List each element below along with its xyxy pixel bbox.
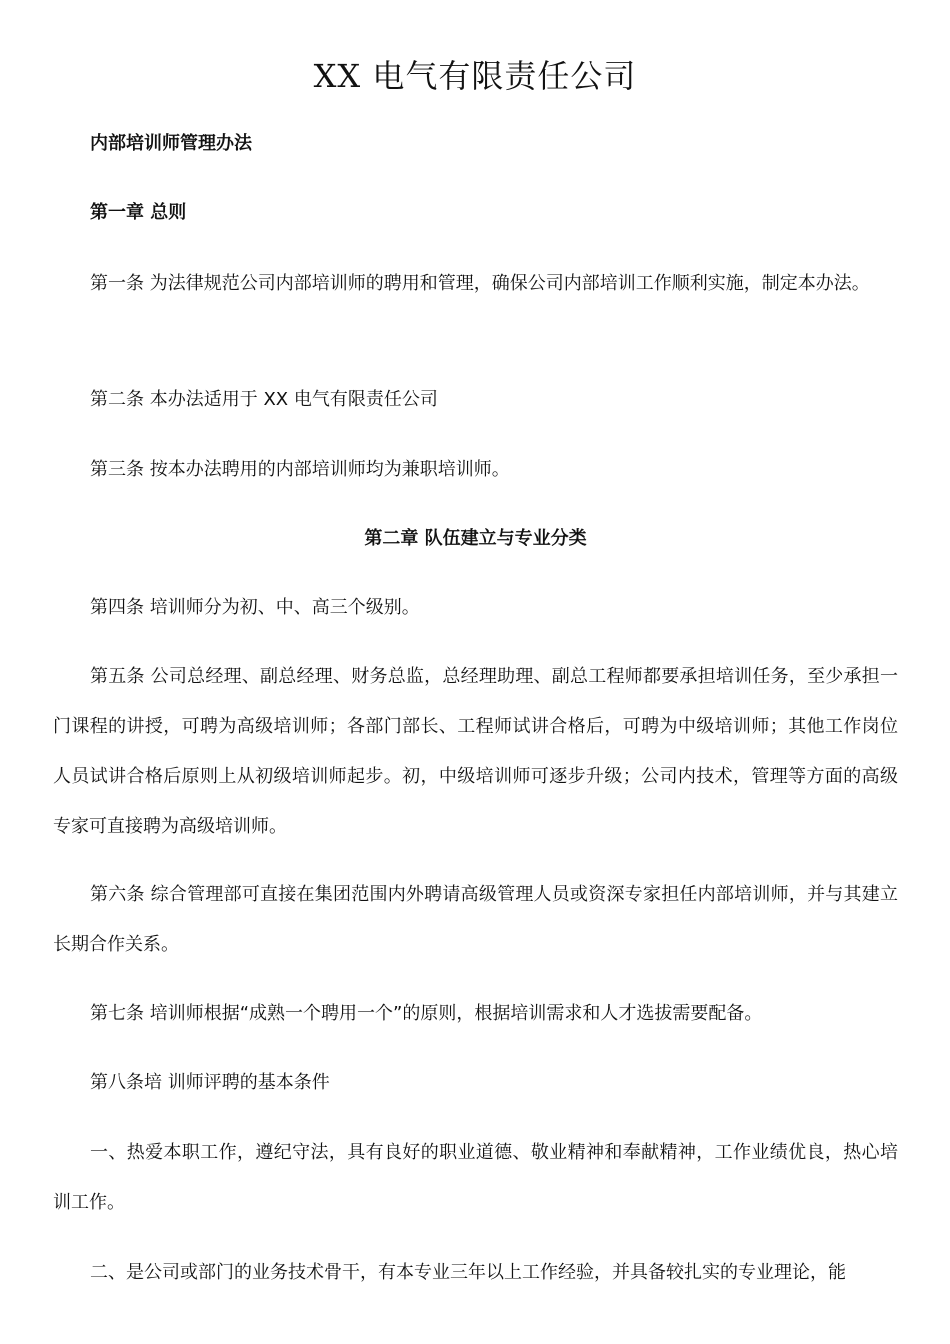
article-seven: 第七条 培训师根据“成熟一个聘用一个”的原则，根据培训需求和人才选拔需要配备。 — [90, 1003, 763, 1024]
document-subtitle: 内部培训师管理办法 — [90, 133, 252, 154]
chapter-two-heading: 第二章 队伍建立与专业分类 — [364, 528, 587, 549]
article-five: 第五条 公司总经理、副总经理、财务总监，总经理助理、副总工程师都要承担培训任务，至少承担一门课程的讲授，可聘为高级培训师；各部门部长、工程师试讲合格后，可聘为中级培训师；其他工作岗位人员试讲合格后原则上从初级培训师起步。初，中级培训师可逐步升级；公司内技术，管理等方面的高级专家可直接聘为高级培训师。 — [53, 666, 898, 837]
article-two: 第二条 本办法适用于 XX 电气有限责任公司 — [90, 389, 438, 410]
chapter-one-heading: 第一章 总则 — [90, 202, 187, 223]
condition-two: 二、是公司或部门的业务技术骨干，有本专业三年以上工作经验，并具备较扎实的专业理论，能 — [90, 1262, 846, 1283]
document-title: XX 电气有限责任公司 — [313, 57, 637, 95]
condition-one: 一、热爱本职工作，遵纪守法，具有良好的职业道德、敬业精神和奉献精神，工作业绩优良，热心培训工作。 — [53, 1142, 898, 1213]
article-six: 第六条 综合管理部可直接在集团范围内外聘请高级管理人员或资深专家担任内部培训师，并与其建立长期合作关系。 — [53, 884, 898, 955]
article-four: 第四条 培训师分为初、中、高三个级别。 — [90, 597, 420, 618]
article-three: 第三条 按本办法聘用的内部培训师均为兼职培训师。 — [90, 459, 510, 480]
article-one: 第一条 为法律规范公司内部培训师的聘用和管理，确保公司内部培训工作顺利实施，制定本办法。 — [90, 273, 870, 294]
article-eight: 第八条培 训师评聘的基本条件 — [90, 1072, 330, 1093]
